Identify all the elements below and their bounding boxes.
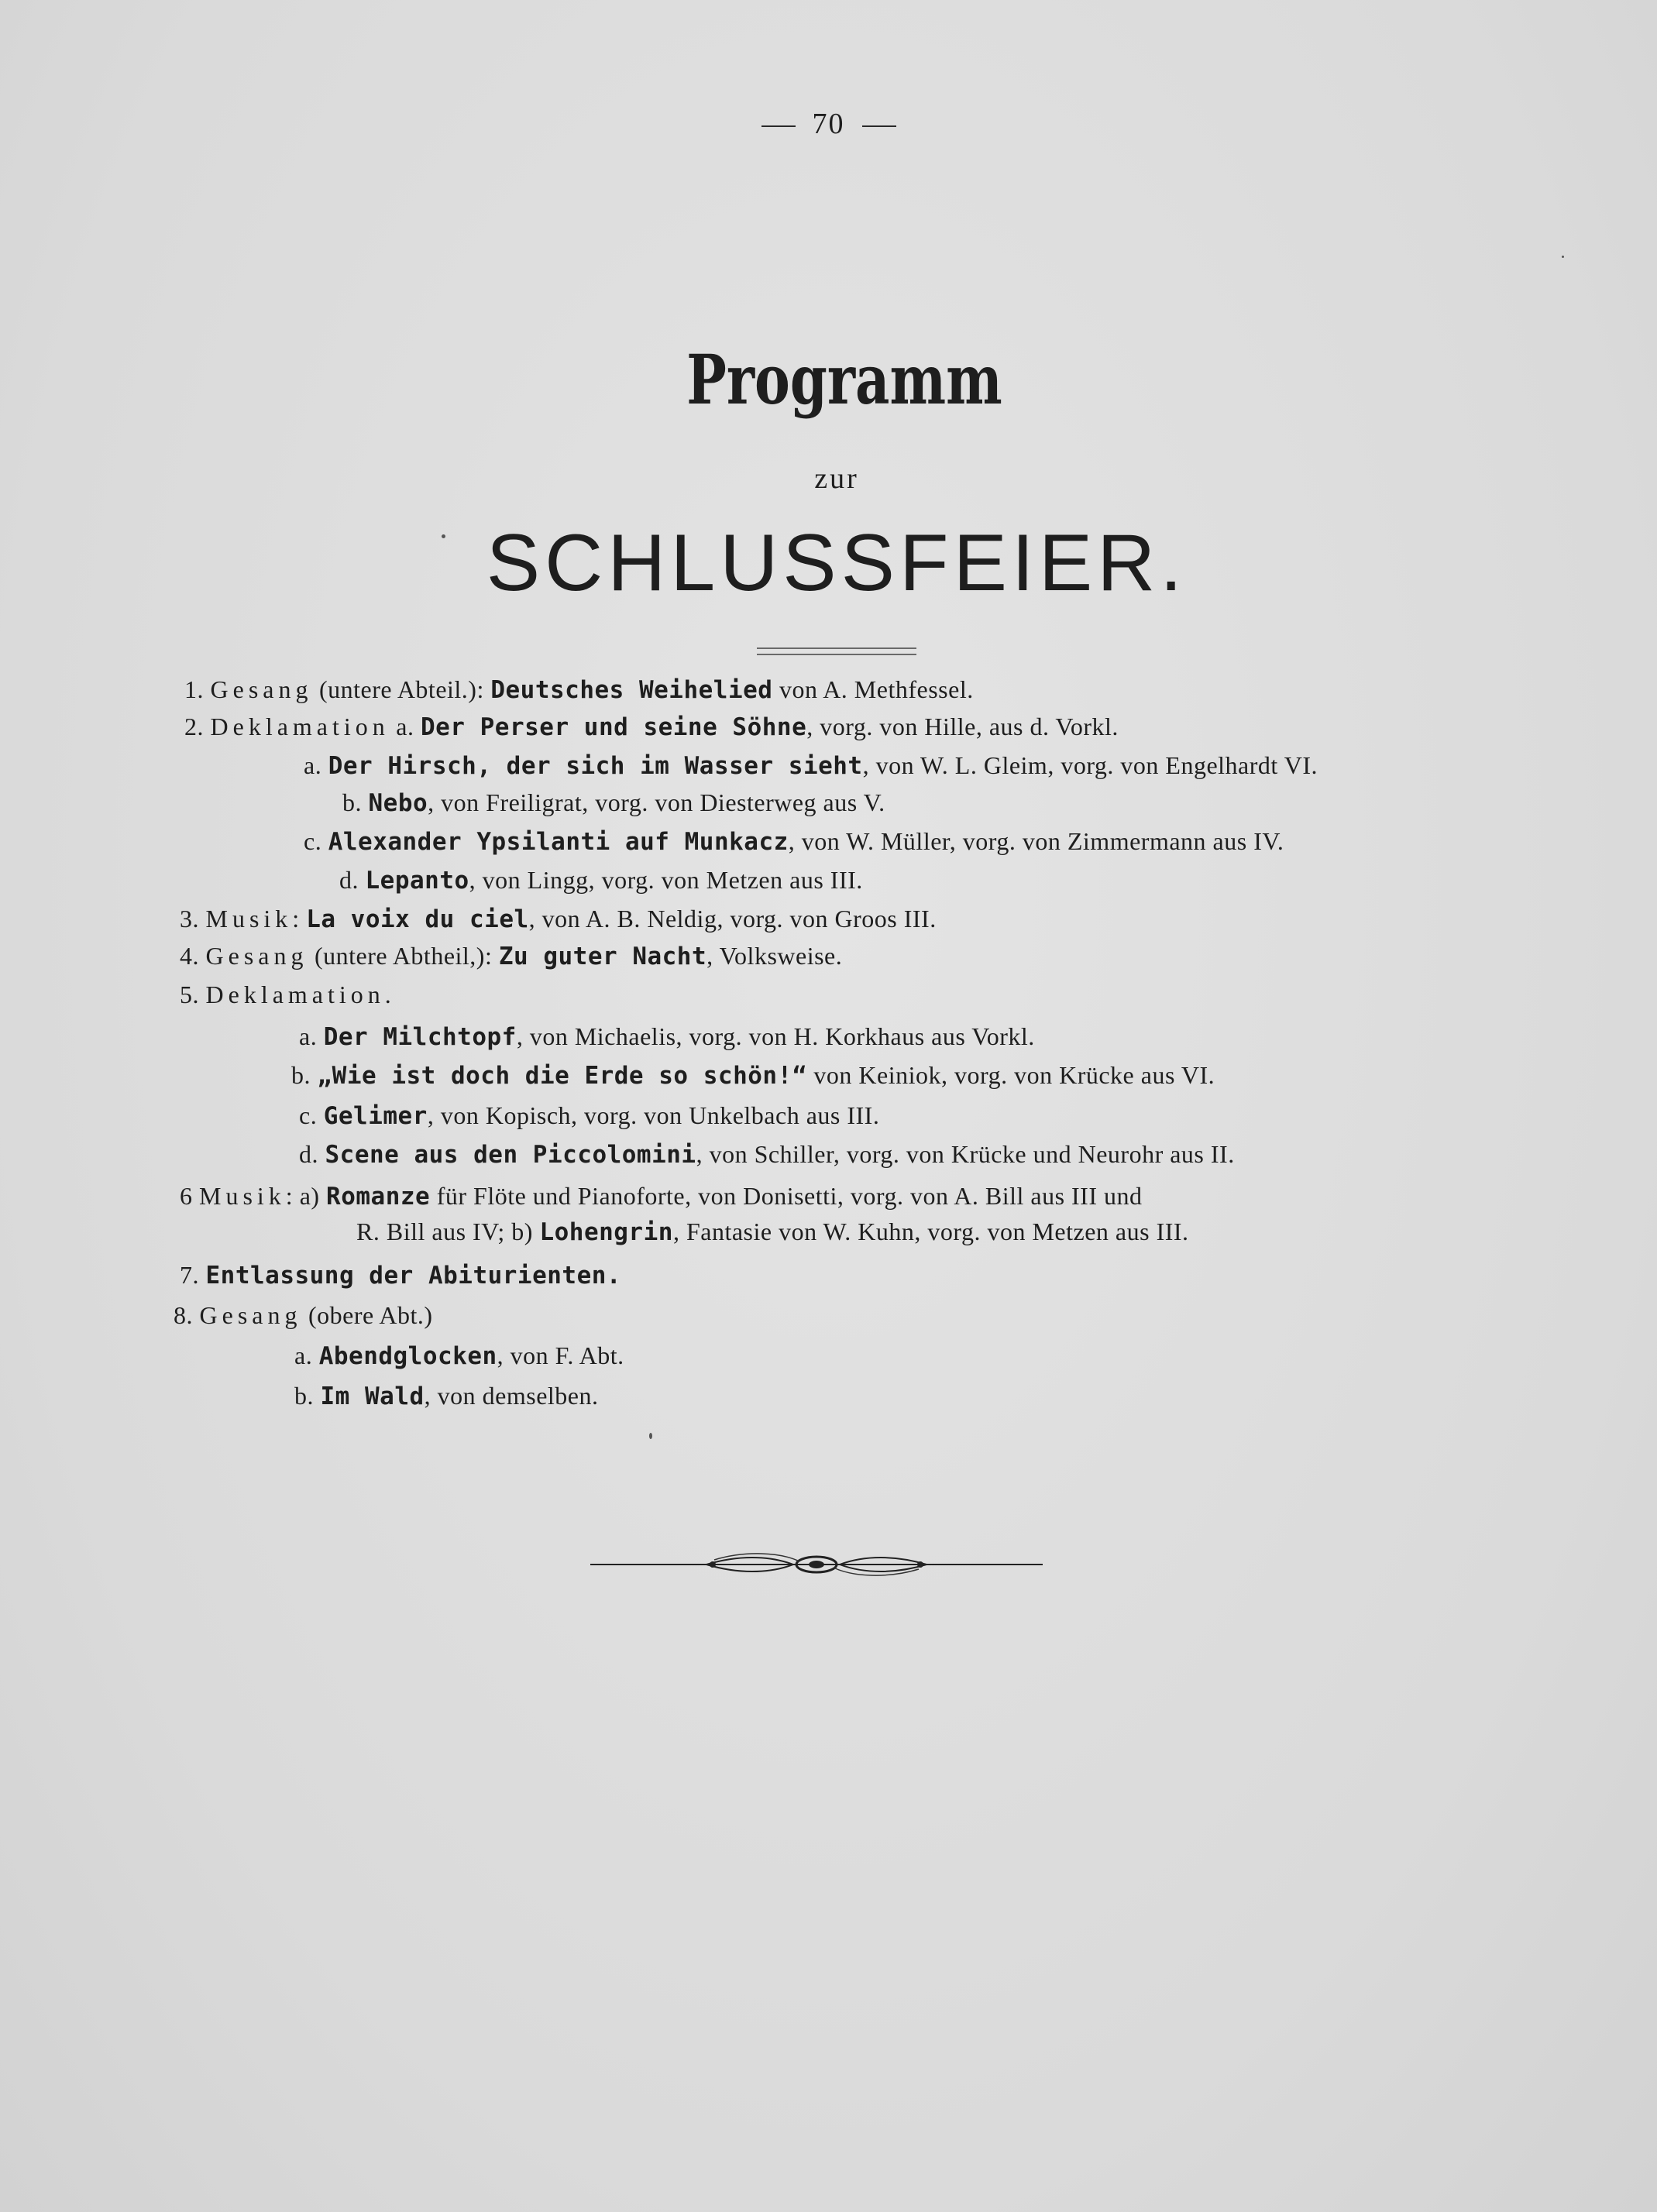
item-text: c. [304,827,328,855]
item-text: : [292,905,307,933]
item-text: (untere Abtheil,): [308,942,499,970]
work-title: Nebo [368,789,428,817]
item-text: , von Lingg, vorg. von Metzen aus III. [469,866,863,894]
item-text: , von A. B. Neldig, vorg. von Groos III. [528,905,937,933]
item-text: 3. [180,905,206,933]
item-category: Deklamation [210,713,390,740]
dash-left [761,125,796,127]
page-number [0,107,1657,141]
item-category: Gesang [205,942,308,970]
work-title: Gelimer [323,1102,428,1130]
item-text: , von F. Abt. [497,1341,624,1369]
item-text: d. [299,1140,325,1168]
item-text: , von demselben. [424,1382,599,1410]
work-title: Lepanto [365,867,469,895]
item-text: 2. [184,713,211,740]
item-text: a. [389,713,421,740]
work-title: Scene aus den Piccolomini [325,1141,696,1169]
work-title: Romanze [326,1183,431,1211]
item-category: Gesang [210,675,313,703]
work-title: Der Milchtopf [323,1023,517,1051]
speck [442,534,445,538]
programme-item [304,826,1284,857]
programme-item [294,1380,599,1412]
item-text: (obere Abt.) [301,1301,433,1329]
item-text: R. Bill aus IV; b) [356,1218,540,1245]
item-text: b. [342,788,369,816]
item-text: a. [299,1022,324,1050]
item-text: b. [294,1382,321,1410]
programme-item [304,750,1318,781]
work-title: Lohengrin [539,1218,673,1246]
ornament-divider [590,1549,1043,1580]
work-title: „Wie ist doch die Erde so schön!“ [317,1062,807,1090]
programme-item [180,940,842,972]
item-text: , von W. Müller, vorg. von Zimmermann aus IV. [788,827,1284,855]
item-text: 7. [180,1261,206,1289]
programme-list [0,674,1657,1410]
programme-item [299,1100,879,1132]
item-text: : a) [285,1182,327,1210]
item-category: Deklamation. [205,981,396,1008]
item-text: 8. [174,1301,200,1329]
item-text: , von Freiligrat, vorg. von Diesterweg aus V. [428,788,885,816]
item-category: Gesang [199,1301,302,1329]
item-text: , Volksweise. [706,942,843,970]
programme-item [294,1340,624,1372]
programme-item [299,1139,1235,1170]
heading-schlussfeier: SCHLUSSFEIER. [486,518,1188,608]
programme-item [339,864,863,896]
programme-item [356,1216,1189,1248]
programme-item [180,903,937,935]
item-text: von Keiniok, vorg. von Krücke aus VI. [806,1061,1215,1089]
page-number-value: 70 [812,108,845,140]
item-text: (untere Abteil.): [312,675,491,703]
work-title: Zu guter Nacht [498,943,707,970]
item-category: Musik [205,905,293,933]
item-text: c. [299,1101,324,1129]
programme-item [342,787,885,819]
work-title: Alexander Ypsilanti auf Munkacz [328,828,789,856]
item-text: , Fantasie von W. Kuhn, vorg. von Metzen aus III. [672,1218,1189,1245]
programme-item [180,979,396,1010]
programme-item [174,1300,433,1331]
item-text: von A. Methfessel. [772,675,974,703]
work-title: Der Hirsch, der sich im Wasser sieht [328,752,863,780]
item-text: , von Michaelis, vorg. von H. Korkhaus aus Vorkl. [516,1022,1035,1050]
programme-item [180,1180,1142,1212]
double-rule [757,647,916,655]
item-text: 6 [180,1182,199,1210]
heading-zur: zur [814,462,859,495]
dash-right [862,125,896,127]
item-text: 5. [180,981,206,1008]
work-title: Abendglocken [318,1342,497,1370]
work-title: Der Perser und seine Söhne [420,713,807,741]
work-title: Entlassung der Abiturienten. [205,1262,622,1290]
item-text: , von Schiller, vorg. von Krücke und Neurohr aus II. [696,1140,1235,1168]
item-text: 4. [180,942,206,970]
programme-item [180,1259,621,1291]
programme-item [184,674,974,706]
item-text: für Flöte und Pianoforte, von Donisetti, vorg. von A. Bill aus III und [430,1182,1143,1210]
item-text: , von W. L. Gleim, vorg. von Engelhardt VI. [862,751,1318,779]
item-text: a. [304,751,328,779]
item-text: a. [294,1341,319,1369]
item-text: 1. [184,675,211,703]
item-text: , von Kopisch, vorg. von Unkelbach aus III. [427,1101,880,1129]
work-title: La voix du ciel [306,905,529,933]
work-title: Deutsches Weihelied [490,676,773,704]
programme-item [291,1060,1215,1091]
item-text: d. [339,866,366,894]
item-category: Musik [199,1182,286,1210]
item-text: b. [291,1061,318,1089]
programme-item [299,1021,1035,1053]
speck [1562,256,1564,258]
speck [649,1433,652,1439]
programme-item [184,711,1119,743]
work-title: Im Wald [320,1382,425,1410]
heading-programm: Programm [686,339,1002,420]
item-text: , vorg. von Hille, aus d. Vorkl. [806,713,1119,740]
